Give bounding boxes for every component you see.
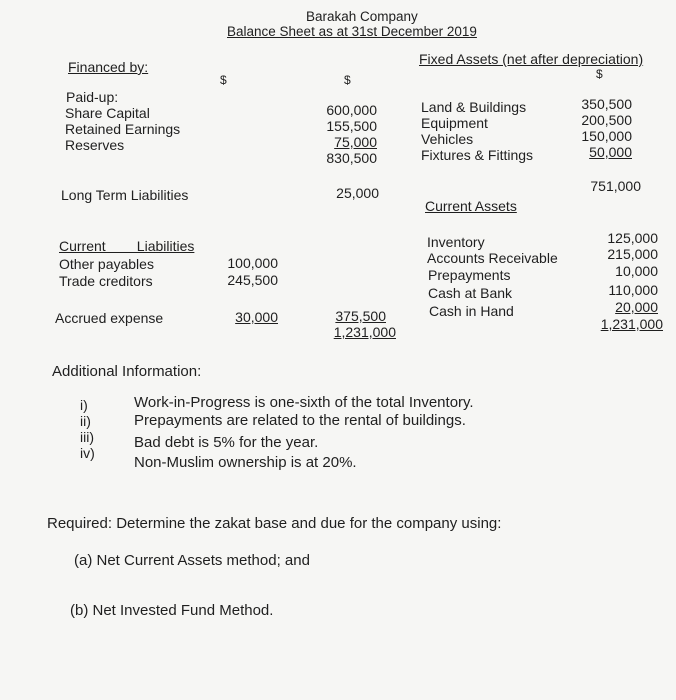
- inventory-label: Inventory: [427, 234, 485, 250]
- land-buildings-label: Land & Buildings: [421, 99, 527, 115]
- fixed-assets-heading: Fixed Assets (net after depreciation): [419, 51, 644, 67]
- assets-grand-total: 1,231,000: [600, 316, 663, 332]
- fixed-assets-total: 751,000: [590, 178, 641, 194]
- cash-at-bank-value: 110,000: [608, 282, 658, 298]
- long-term-liabilities-label: Long Term Liabilities: [61, 187, 189, 203]
- current-assets-heading: Current Assets: [425, 198, 517, 214]
- info-num-3: iii): [80, 429, 94, 445]
- retained-earnings-label: Retained Earnings: [65, 121, 181, 137]
- info-text-2: Prepayments are related to the rental of buildings.: [134, 412, 466, 429]
- liabilities-grand-total: 1,231,000: [333, 324, 396, 340]
- currency-col1: $: [220, 73, 227, 87]
- accounts-receivable-value: 215,000: [607, 246, 658, 262]
- equity-total: 830,500: [326, 150, 377, 166]
- cash-at-bank-label: Cash at Bank: [428, 285, 513, 301]
- reserves-value: 75,000: [334, 134, 377, 150]
- required-a: (a) Net Current Assets method; and: [74, 552, 310, 569]
- share-capital-label: Share Capital: [65, 105, 150, 121]
- fixtures-fittings-value: 50,000: [589, 144, 632, 160]
- cash-in-hand-value: 20,000: [615, 299, 658, 315]
- current-liabilities-heading: Current Liabilities: [59, 238, 195, 254]
- info-num-2: ii): [80, 413, 91, 429]
- info-num-4: iv): [80, 445, 95, 461]
- paid-up-label: Paid-up:: [66, 89, 119, 105]
- cash-in-hand-label: Cash in Hand: [429, 303, 514, 319]
- vehicles-value: 150,000: [581, 128, 632, 144]
- share-capital-value: 600,000: [326, 102, 377, 118]
- accounts-receivable-label: Accounts Receivable: [427, 250, 558, 266]
- financed-by-label: Financed by:: [68, 59, 149, 75]
- info-text-3: Bad debt is 5% for the year.: [134, 434, 319, 451]
- trade-creditors-value: 245,500: [227, 272, 278, 288]
- info-num-1: i): [80, 397, 88, 413]
- long-term-liabilities-value: 25,000: [336, 185, 379, 201]
- equipment-value: 200,500: [581, 112, 632, 128]
- current-liabilities-total: 375,500: [335, 308, 386, 324]
- required-b: (b) Net Invested Fund Method.: [70, 602, 274, 619]
- currency-right: $: [596, 67, 603, 81]
- fixtures-fittings-label: Fixtures & Fittings: [421, 147, 534, 163]
- info-text-4: Non-Muslim ownership is at 20%.: [134, 454, 357, 471]
- accrued-expense-label: Accrued expense: [55, 310, 164, 326]
- balance-sheet-title: Balance Sheet as at 31st December 2019: [227, 24, 477, 39]
- trade-creditors-label: Trade creditors: [59, 273, 153, 289]
- other-payables-label: Other payables: [59, 256, 154, 272]
- equipment-label: Equipment: [421, 115, 488, 131]
- prepayments-value: 10,000: [615, 263, 658, 279]
- company-name: Barakah Company: [306, 9, 418, 24]
- required-heading: Required: Determine the zakat base and due for the company using:: [47, 515, 502, 532]
- other-payables-value: 100,000: [227, 255, 278, 271]
- inventory-value: 125,000: [607, 230, 658, 246]
- land-buildings-value: 350,500: [581, 96, 632, 112]
- additional-info-heading: Additional Information:: [52, 363, 202, 380]
- prepayments-label: Prepayments: [428, 267, 511, 283]
- reserves-label: Reserves: [65, 137, 125, 153]
- info-text-1: Work-in-Progress is one-sixth of the total Inventory.: [134, 394, 474, 411]
- vehicles-label: Vehicles: [421, 131, 474, 147]
- currency-col2: $: [344, 73, 351, 87]
- retained-earnings-value: 155,500: [326, 118, 377, 134]
- accrued-expense-value: 30,000: [235, 309, 278, 325]
